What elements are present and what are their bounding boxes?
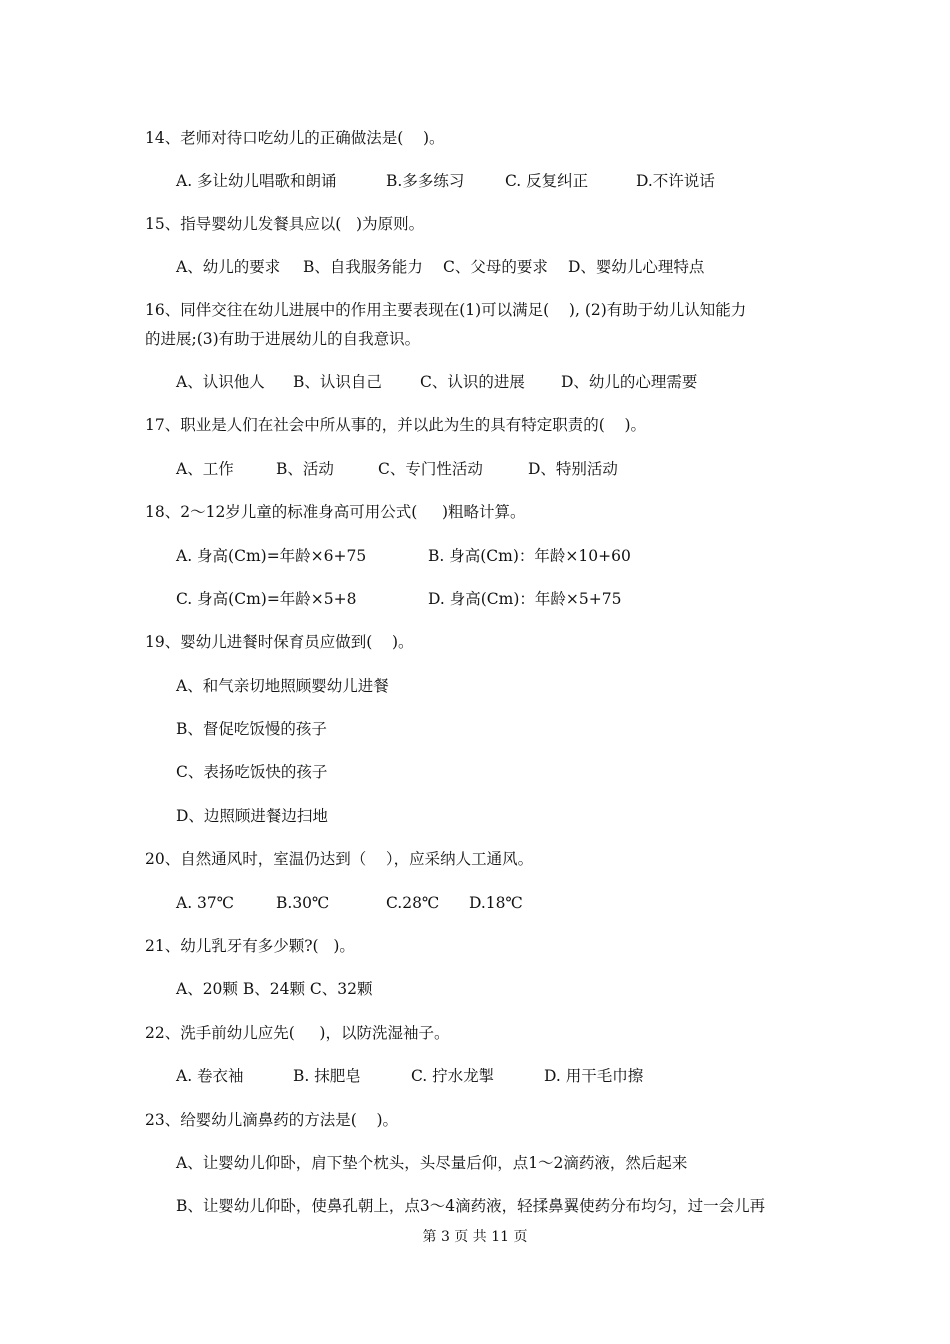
option-a: A、认识他人 <box>176 373 265 391</box>
option-d: D、特别活动 <box>528 460 618 478</box>
option-d: D、幼儿的心理需要 <box>561 373 698 391</box>
option-d: D. 用干毛巾擦 <box>544 1067 644 1085</box>
question-15-options <box>176 257 836 277</box>
question-21-options: A、20颗 B、24颗 C、32颗 <box>176 980 373 998</box>
option-c: C、专门性活动 <box>378 460 483 478</box>
option-b: B、活动 <box>276 460 334 478</box>
question-18-stem: 18、2～12岁儿童的标准身高可用公式( )粗略计算。 <box>145 503 526 521</box>
option-a: A、工作 <box>176 460 234 478</box>
question-14-stem: 14、老师对待口吃幼儿的正确做法是( )。 <box>145 129 445 147</box>
option-b: B. 身高(Cm)：年龄×10+60 <box>428 547 631 565</box>
option-b: B.多多练习 <box>386 172 465 190</box>
question-23-option-b: B、让婴幼儿仰卧，使鼻孔朝上，点3～4滴药液，轻揉鼻翼使药分布均匀，过一会儿再 <box>176 1197 766 1215</box>
option-b: B、自我服务能力 <box>303 258 423 276</box>
option-d: D.不许说话 <box>636 172 715 190</box>
option-d: D.18℃ <box>469 894 523 912</box>
option-a: A. 37℃ <box>176 894 235 912</box>
option-c: C. 反复纠正 <box>505 172 589 190</box>
question-19-stem: 19、婴幼儿进餐时保育员应做到( )。 <box>145 633 414 651</box>
question-20-stem: 20、自然通风时，室温仍达到（ ），应采纳人工通风。 <box>145 850 534 868</box>
question-16-options <box>176 372 836 392</box>
option-c: C.28℃ <box>386 894 440 912</box>
question-18-options-row2 <box>176 589 836 609</box>
question-18-options-row1 <box>176 546 836 566</box>
option-c: C、认识的进展 <box>420 373 525 391</box>
option-a: A. 身高(Cm)=年龄×6+75 <box>176 547 367 565</box>
option-c: C、父母的要求 <box>443 258 548 276</box>
question-19-option-b: B、督促吃饭慢的孩子 <box>176 720 327 738</box>
question-17-stem: 17、职业是人们在社会中所从事的，并以此为生的具有特定职责的( )。 <box>145 416 647 434</box>
option-d: D、婴幼儿心理特点 <box>568 258 705 276</box>
question-22-options <box>176 1066 836 1086</box>
option-d: D. 身高(Cm)：年龄×5+75 <box>428 590 622 608</box>
option-a: A. 卷衣袖 <box>176 1067 244 1085</box>
question-17-options <box>176 459 836 479</box>
option-c: C. 身高(Cm)=年龄×5+8 <box>176 590 357 608</box>
option-a: A. 多让幼儿唱歌和朗诵 <box>176 172 337 190</box>
question-22-stem: 22、洗手前幼儿应先( )，以防洗湿袖子。 <box>145 1024 450 1042</box>
question-15-stem: 15、指导婴幼儿发餐具应以( )为原则。 <box>145 215 425 233</box>
option-b: B、认识自己 <box>293 373 382 391</box>
option-b: B. 抹肥皂 <box>293 1067 361 1085</box>
question-20-options <box>176 893 836 913</box>
option-b: B.30℃ <box>276 894 330 912</box>
option-a: A、幼儿的要求 <box>176 258 281 276</box>
question-16-stem-line1: 16、同伴交往在幼儿进展中的作用主要表现在(1)可以满足( ), (2)有助于幼儿认知能力 <box>145 301 747 319</box>
question-14-options <box>176 171 836 191</box>
page-number: 第 3 页 共 11 页 <box>422 1229 528 1245</box>
question-23-option-a: A、让婴幼儿仰卧，肩下垫个枕头，头尽量后仰，点1～2滴药液，然后起来 <box>176 1154 688 1172</box>
question-21-stem: 21、幼儿乳牙有多少颗?( )。 <box>145 937 355 955</box>
question-23-stem: 23、给婴幼儿滴鼻药的方法是( )。 <box>145 1111 399 1129</box>
question-19-option-d: D、边照顾进餐边扫地 <box>176 807 328 825</box>
question-19-option-a: A、和气亲切地照顾婴幼儿进餐 <box>176 677 389 695</box>
option-c: C. 拧水龙掣 <box>411 1067 495 1085</box>
question-19-option-c: C、表扬吃饭快的孩子 <box>176 763 328 781</box>
question-16-stem-line2: 的进展;(3)有助于进展幼儿的自我意识。 <box>145 330 421 348</box>
